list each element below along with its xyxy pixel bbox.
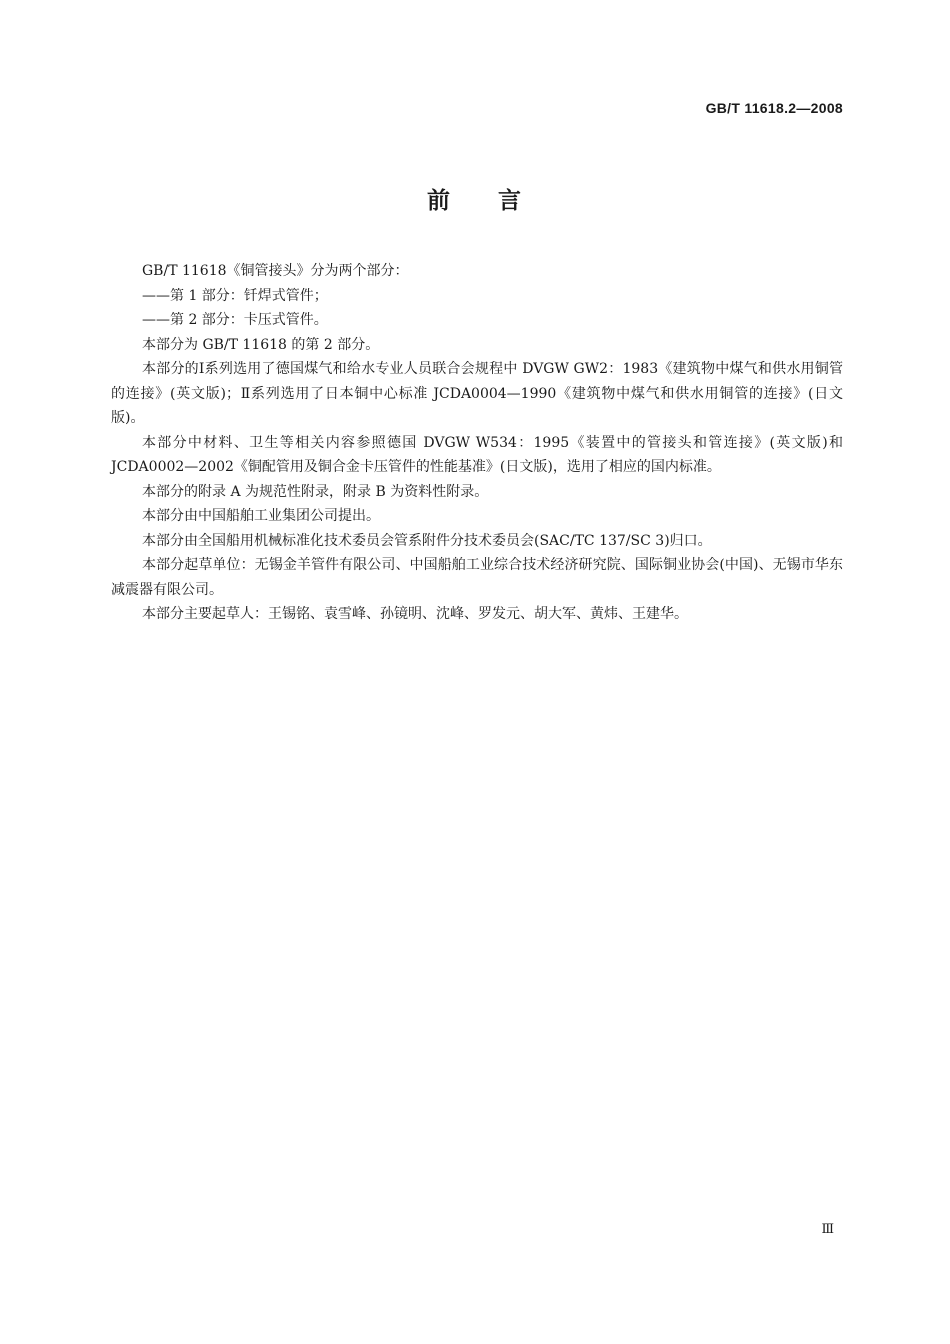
page-number: Ⅲ [821,1222,834,1237]
paragraph-drafting-units: 本部分起草单位：无锡金羊管件有限公司、中国船舶工业综合技术经济研究院、国际铜业协会(中国)、无锡市华东减震器有限公司。 [111,557,843,598]
paragraph-series: 本部分的Ⅰ系列选用了德国煤气和给水专业人员联合会规程中 DVGW GW2：1983《建筑物中煤气和供水用铜管的连接》(英文版)；Ⅱ系列选用了日本铜中心标准 JCDA0004—1990《建筑物中煤气和供水用铜管的连接》(日文版)。 [111,361,843,426]
paragraph-part-1: ——第 1 部分：钎焊式管件； [142,287,328,304]
foreword-body [111,259,843,627]
page-title [0,182,950,215]
paragraph-proposer: 本部分由中国船舶工业集团公司提出。 [142,508,380,524]
paragraph-parts-intro: GB/T 11618《铜管接头》分为两个部分： [142,263,409,279]
paragraph-annexes: 本部分的附录 A 为规范性附录，附录 B 为资料性附录。 [142,483,489,500]
standard-code-header: GB/T 11618.2—2008 [705,100,843,116]
title-char-2: 言 [498,188,523,214]
title-char-1: 前 [427,188,452,214]
paragraph-part-2: ——第 2 部分：卡压式管件。 [142,312,328,328]
paragraph-scope: 本部分为 GB/T 11618 的第 2 部分。 [142,336,380,353]
paragraph-materials: 本部分中材料、卫生等相关内容参照德国 DVGW W534：1995《装置中的管接头和管连接》(英文版)和 JCDA0002—2002《铜配管用及铜合金卡压管件的性能基准》(日文版)，选用了相应的国内标准。 [111,434,843,475]
paragraph-committee: 本部分由全国船用机械标准化技术委员会管系附件分技术委员会(SAC/TC 137/SC 3)归口。 [142,532,712,549]
paragraph-drafters: 本部分主要起草人：王锡铭、袁雪峰、孙镜明、沈峰、罗发元、胡大军、黄炜、王建华。 [142,606,688,622]
